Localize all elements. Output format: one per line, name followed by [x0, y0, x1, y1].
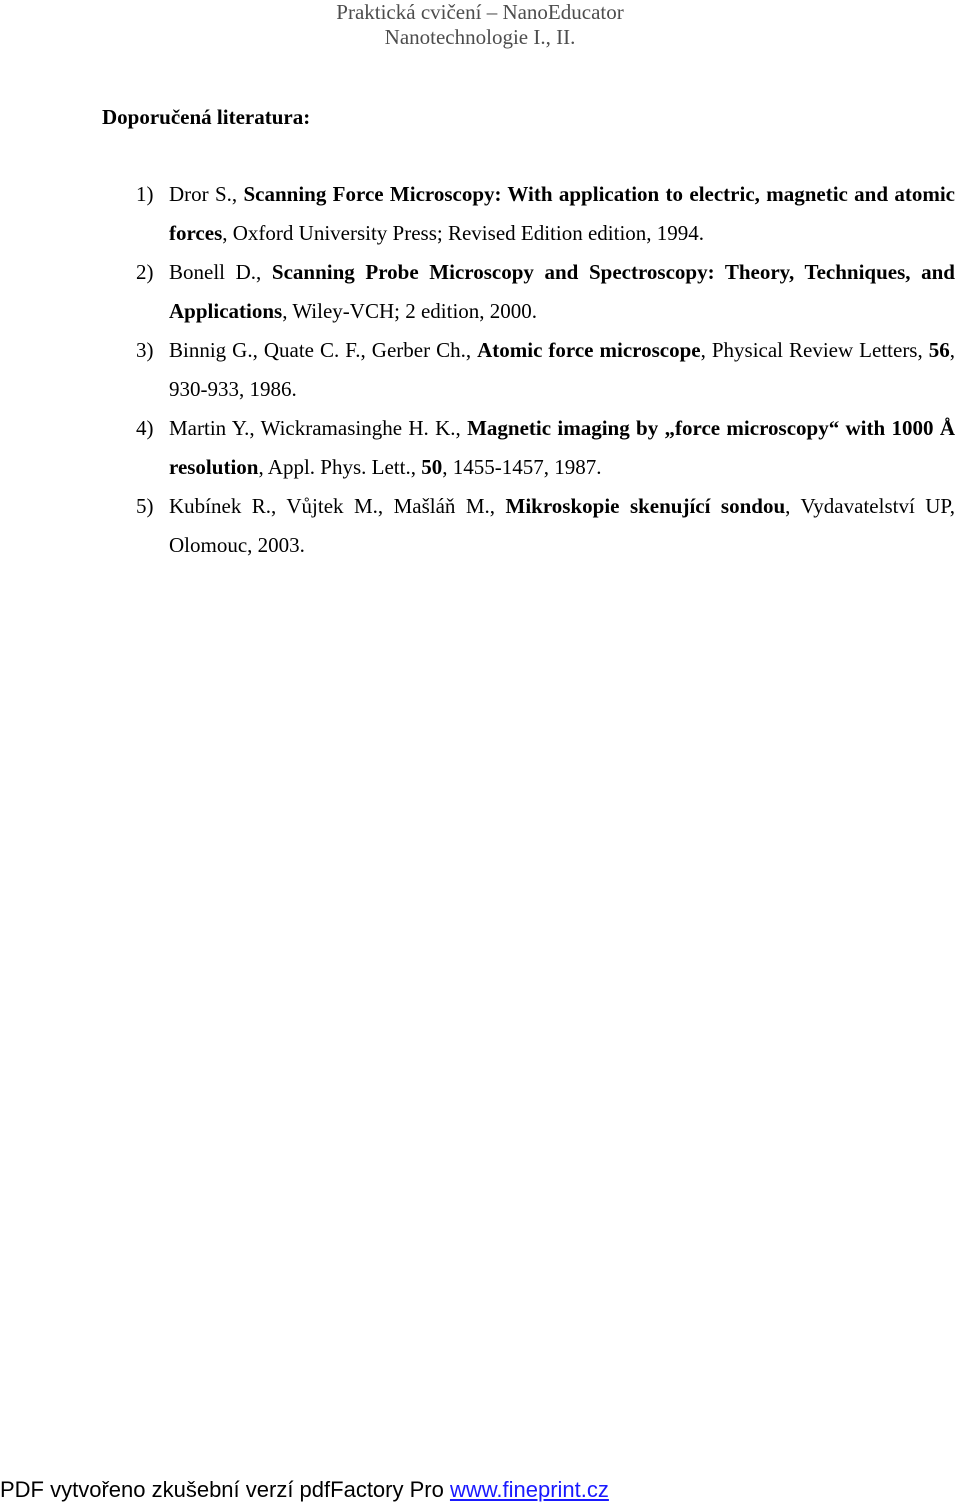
reference-item — [0, 331, 960, 409]
reference-number: 5) — [136, 494, 154, 518]
reference-title: Mikroskopie skenující sondou — [505, 494, 786, 518]
reference-authors: Kubínek R., Vůjtek M., Mašláň M., — [169, 494, 506, 518]
reference-authors: Bonell D., — [169, 260, 272, 284]
reference-journal: , Physical Review Letters, — [700, 338, 929, 362]
footer-link[interactable]: www.fineprint.cz — [449, 1477, 609, 1502]
reference-title: Magnetic imaging by „force microscopy“ with 1000 Å resolution — [169, 416, 955, 479]
reference-number: 2) — [136, 260, 154, 284]
reference-list — [0, 175, 960, 565]
reference-authors: Binnig G., Quate C. F., Gerber Ch., — [169, 338, 478, 362]
footer-text: PDF vytvořeno zkušební verzí pdfFactory Pro — [0, 1477, 450, 1502]
reference-title: Scanning Force Microscopy: With application to electric, magnetic and atomic forces — [169, 182, 955, 245]
reference-item — [0, 487, 960, 565]
pdf-footer — [0, 1476, 609, 1504]
reference-details: , Vydavatelství UP, Olomouc, 2003. — [169, 494, 956, 557]
header-line-1: Praktická cvičení – NanoEducator — [336, 0, 624, 24]
page-header — [0, 0, 960, 50]
reference-authors: Martin Y., Wickramasinghe H. K., — [169, 416, 468, 440]
reference-title: Atomic force microscope — [477, 338, 701, 362]
reference-item — [0, 253, 960, 331]
reference-number: 1) — [136, 182, 154, 206]
reference-item — [0, 409, 960, 487]
reference-authors: Dror S., — [169, 182, 244, 206]
reference-details: , 1455-1457, 1987. — [442, 455, 602, 479]
reference-number: 3) — [136, 338, 154, 362]
reference-details: , Wiley-VCH; 2 edition, 2000. — [282, 299, 538, 323]
reference-details: , Oxford University Press; Revised Edition edition, 1994. — [222, 221, 705, 245]
reference-title: Scanning Probe Microscopy and Spectroscopy: Theory, Techniques, and Applications — [169, 260, 955, 323]
section-heading: Doporučená literatura: — [102, 105, 311, 129]
reference-volume: 50 — [421, 455, 443, 479]
reference-journal: , Appl. Phys. Lett., — [258, 455, 422, 479]
reference-volume: 56 — [928, 338, 950, 362]
reference-number: 4) — [136, 416, 154, 440]
reference-item — [0, 175, 960, 253]
reference-details: , 930-933, 1986. — [169, 338, 955, 401]
header-line-2: Nanotechnologie I., II. — [384, 25, 576, 49]
